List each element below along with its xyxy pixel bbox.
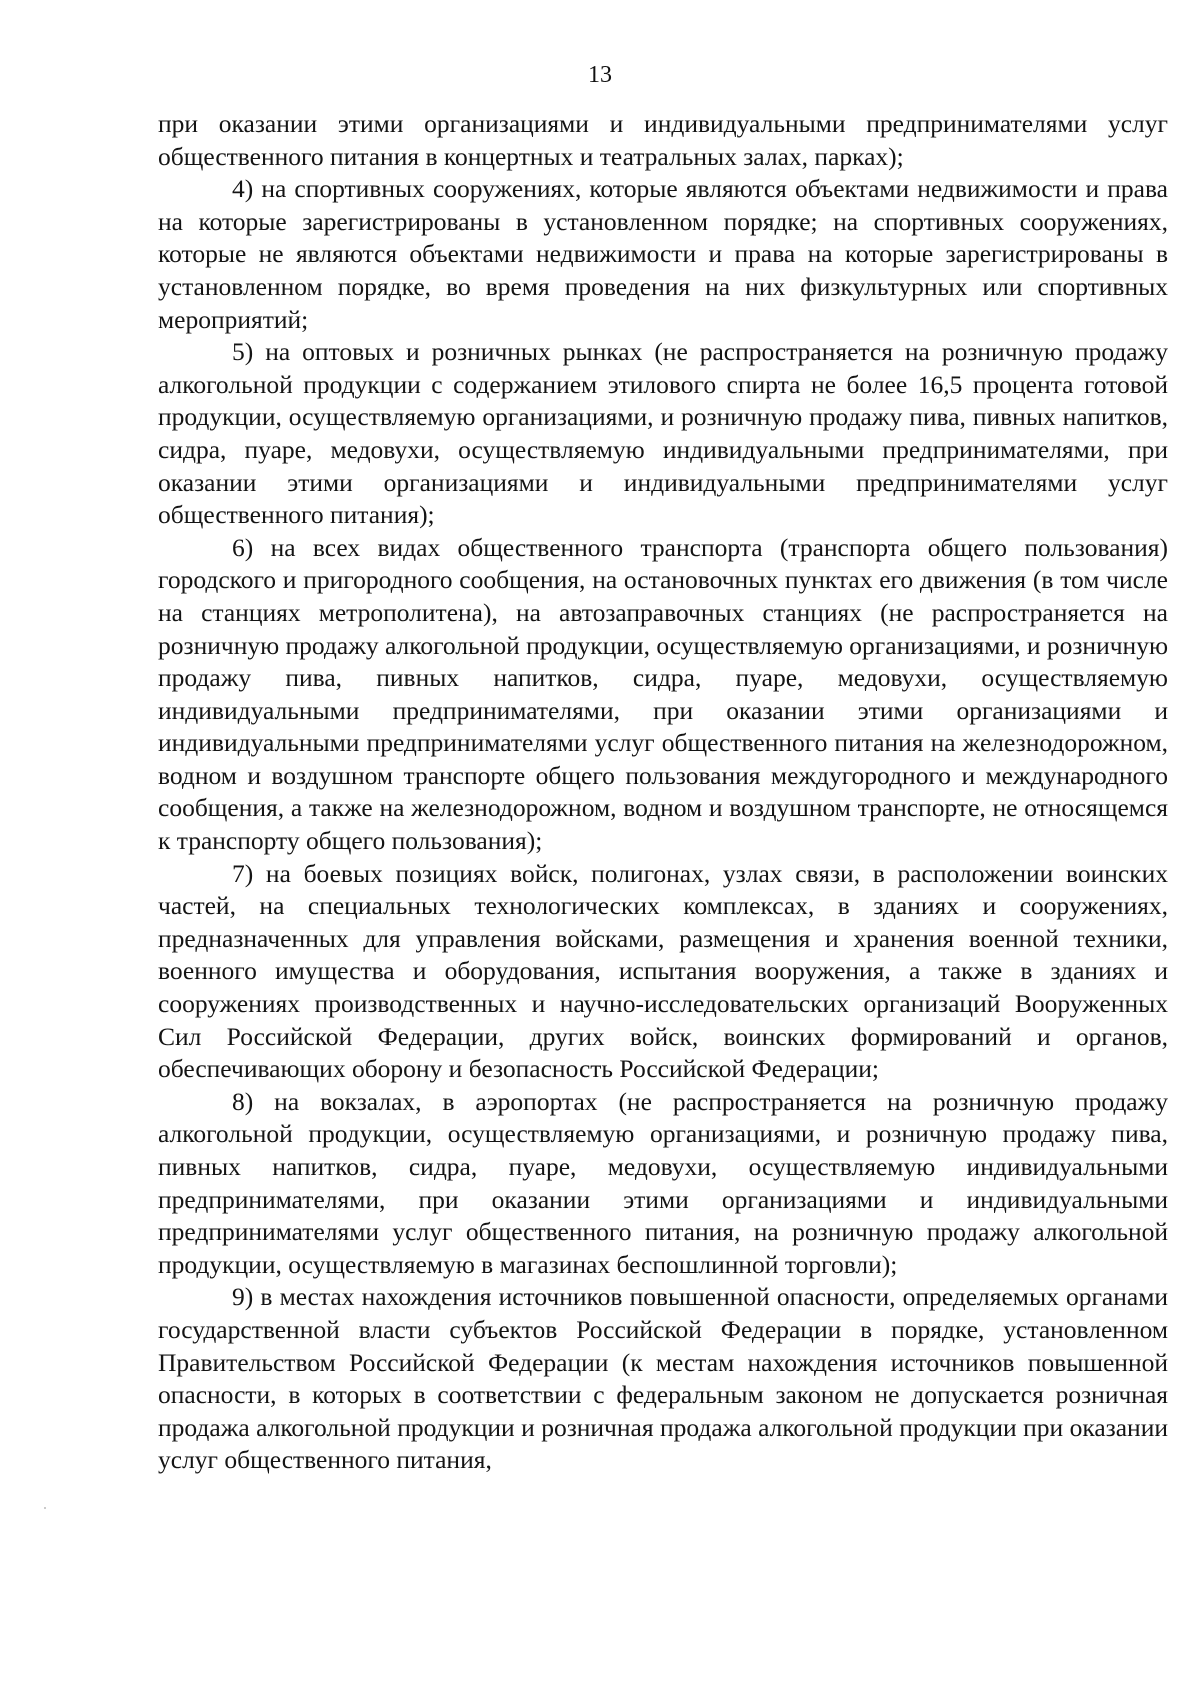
paragraph-item-9: 9) в местах нахождения источников повышенной опасности, определяемых органами государственной власти субъектов Российской Федерации в порядке, установленном Правительством Российской Федерации (к местам нахождения источников повышенной опасности, в которых в соответствии с федеральным законом не допускается розничная продажа алкогольной продукции и розничная продажа алкогольной продукции при оказании услуг общественного питания, [158,1282,1168,1475]
paragraph-item-8: 8) на вокзалах, в аэропортах (не распространяется на розничную продажу алкогольной продукции, осуществляемую организациями, и розничную продажу пива, пивных напитков, сидра, пуаре, медовухи, осуществляемую индивидуальными предпринимателями, при оказании этими организациями и индивидуальными предпринимателями услуг общественного питания, на розничную продажу алкогольной продукции, осуществляемую в магазинах беспошлинной торговли); [158,1086,1168,1279]
scan-speck [44,1507,46,1509]
paragraph-item-4: 4) на спортивных сооружениях, которые являются объектами недвижимости и права на которые зарегистрированы в установленном порядке; на спортивных сооружениях, которые не являются объектами недвижимости и права на которые зарегистрированы в установленном порядке, во время проведения на них физкультурных или спортивных мероприятий; [158,174,1168,334]
document-body [158,108,1168,1477]
paragraph-item-6: 6) на всех видах общественного транспорта (транспорта общего пользования) городского и пригородного сообщения, на остановочных пунктах его движения (в том числе на станциях метрополитена), на автозаправочных станциях (не распространяется на розничную продажу алкогольной продукции, осуществляемую организациями, и розничную продажу пива, пивных напитков, сидра, пуаре, медовухи, осуществляемую индивидуальными предпринимателями, при оказании этими организациями и индивидуальными предпринимателями услуг общественного питания на железнодорожном, водном и воздушном транспорте общего пользования междугородного и международного сообщения, а также на железнодорожном, водном и воздушном транспорте, не относящемся к транспорту общего пользования); [158,532,1168,856]
page-number: 13 [588,62,612,88]
paragraph-continuation: при оказании этими организациями и индивидуальными предпринимателями услуг общественного питания в концертных и театральных залах, парках); [158,109,1168,171]
paragraph-item-7: 7) на боевых позициях войск, полигонах, узлах связи, в расположении воинских частей, на специальных технологических комплексах, в зданиях и сооружениях, предназначенных для управления войсками, размещения и хранения военной техники, военного имущества и оборудования, испытания вооружения, а также в зданиях и сооружениях производственных и научно-исследовательских организаций Вооруженных Сил Российской Федерации, других войск, воинских формирований и органов, обеспечивающих оборону и безопасность Российской Федерации; [158,858,1168,1084]
paragraph-item-5: 5) на оптовых и розничных рынках (не распространяется на розничную продажу алкогольной продукции с содержанием этилового спирта не более 16,5 процента готовой продукции, осуществляемую организациями, и розничную продажу пива, пивных напитков, сидра, пуаре, медовухи, осуществляемую индивидуальными предпринимателями, при оказании этими организациями и индивидуальными предпринимателями услуг общественного питания); [158,337,1168,530]
